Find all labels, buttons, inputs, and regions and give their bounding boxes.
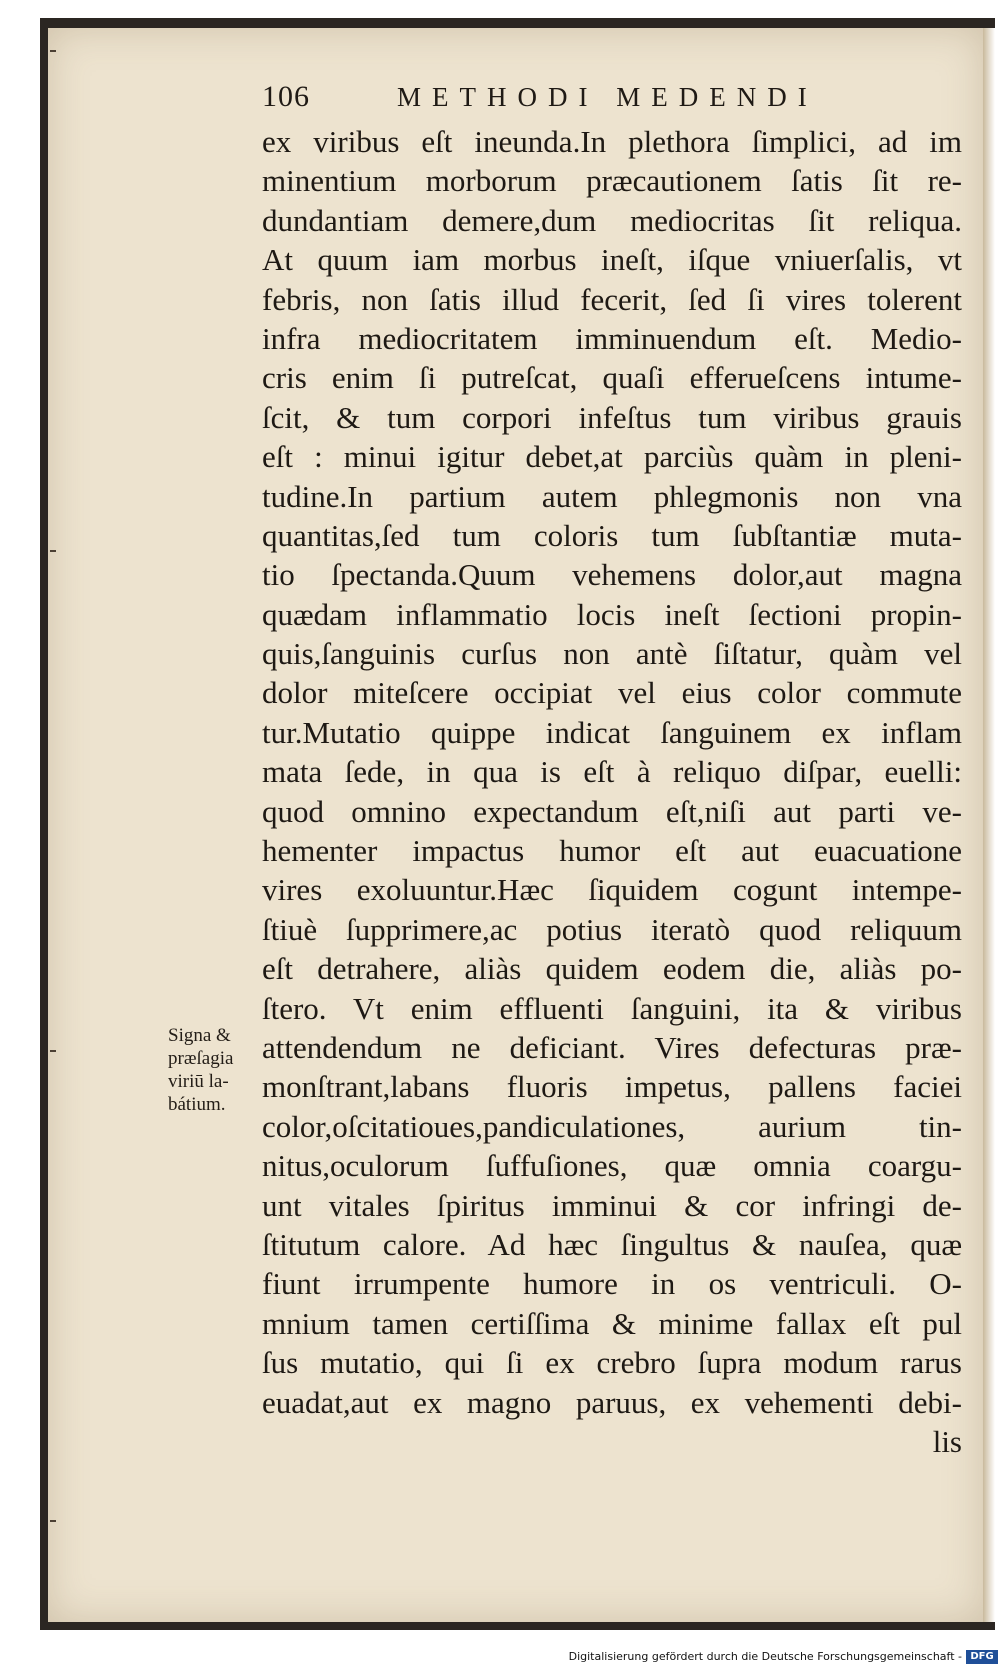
text-line: attendendum ne deficiant. Vires defecturas præ- (262, 1029, 962, 1065)
margin-tick (50, 550, 56, 552)
text-line: cris enim ſi putreſcat, quaſi efferueſcens intume- (262, 360, 962, 396)
text-line: infra mediocritatem imminuendum eſt. Medio- (262, 320, 962, 356)
margin-note-line: præſagia (168, 1048, 234, 1069)
text-line: hementer impactus humor eſt aut euacuatione (262, 833, 962, 869)
text-line: ſtitutum calore. Ad hæc ſingultus & nauſea, quæ (262, 1226, 962, 1262)
page-number: 106 (262, 80, 310, 113)
text-line: lis (932, 1423, 962, 1459)
text-line: ex viribus eſt ineunda.In plethora ſimplici, ad im (262, 124, 962, 159)
text-line: febris, non ſatis illud fecerit, ſed ſi vires tolerent (262, 281, 962, 317)
text-line: vires exoluuntur.Hæc ſiquidem cogunt intempe- (262, 872, 962, 908)
text-line: mnium tamen certiſſima & minime fallax eſt pul (262, 1305, 962, 1341)
text-line: ſtiuè ſupprimere,ac potius iteratò quod reliquum (262, 911, 962, 947)
text-line: dolor miteſcere occipiat vel eius color commute (262, 675, 962, 711)
text-line: minentium morborum præcautionem ſatis ſit re- (262, 163, 962, 199)
margin-note (168, 1024, 258, 1116)
text-line: eſt : minui igitur debet,at parciùs quàm in pleni- (262, 439, 962, 475)
text-line: nitus,oculorum ſuffuſiones, quæ omnia coargu- (262, 1148, 962, 1184)
text-line: tudine.In partium autem phlegmonis non vna (262, 478, 962, 514)
text-line: euadat,aut ex magno paruus, ex vehementi debi- (262, 1384, 962, 1420)
text-line: quis,ſanguinis curſus non antè ſiſtatur, quàm vel (262, 636, 962, 672)
text-line: quædam inflammatio locis ineſt ſectioni propin- (262, 596, 962, 632)
text-line: ſtero. Vt enim effluenti ſanguini, ita & viribus (262, 990, 962, 1026)
text-line: fiunt irrumpente humore in os ventriculi. O- (262, 1266, 962, 1302)
footer-credit: Digitalisierung gefördert durch die Deutsche Forschungsgemeinschaft - (568, 1650, 962, 1663)
page-edge-shadow (983, 28, 995, 1622)
text-line: mata ſede, in qua is eſt à reliquo diſpar, euelli: (262, 754, 962, 790)
text-line: eſt detrahere, aliàs quidem eodem die, aliàs po- (262, 951, 962, 987)
text-line: dundantiam demere,dum mediocritas ſit reliqua. (262, 202, 962, 238)
running-head (262, 80, 862, 116)
text-line: tur.Mutatio quippe indicat ſanguinem ex inflam (262, 714, 962, 750)
text-line: tio ſpectanda.Quum vehemens dolor,aut magna (262, 557, 962, 593)
text-line: unt vitales ſpiritus imminui & cor infringi de- (262, 1187, 962, 1223)
text-line: quod omnino expectandum eſt,niſi aut parti ve- (262, 793, 962, 829)
dfg-logo: DFG (966, 1650, 998, 1664)
margin-note-line: Signa & (168, 1025, 231, 1046)
margin-tick (50, 1520, 56, 1522)
text-line: ſcit, & tum corpori infeſtus tum viribus grauis (262, 399, 962, 435)
body-text (262, 122, 962, 1461)
text-line: ſus mutatio, qui ſi ex crebro ſupra modum rarus (262, 1345, 962, 1381)
margin-tick (50, 50, 56, 52)
margin-note-line: bátium. (168, 1094, 226, 1115)
left-margin-ticks (50, 30, 60, 1620)
footer-bar (0, 1648, 1000, 1670)
text-line: color,oſcitatioues,pandiculationes, aurium tin- (262, 1108, 962, 1144)
margin-note-line: viriū la- (168, 1071, 229, 1092)
text-line: monſtrant,labans fluoris impetus, pallens faciei (262, 1069, 962, 1105)
header-title: METHODI MEDENDI (397, 82, 818, 112)
text-line: At quum iam morbus ineſt, iſque vniuerſalis, vt (262, 242, 962, 278)
margin-tick (50, 1050, 56, 1052)
text-line: quantitas,ſed tum coloris tum ſubſtantiæ muta- (262, 517, 962, 553)
